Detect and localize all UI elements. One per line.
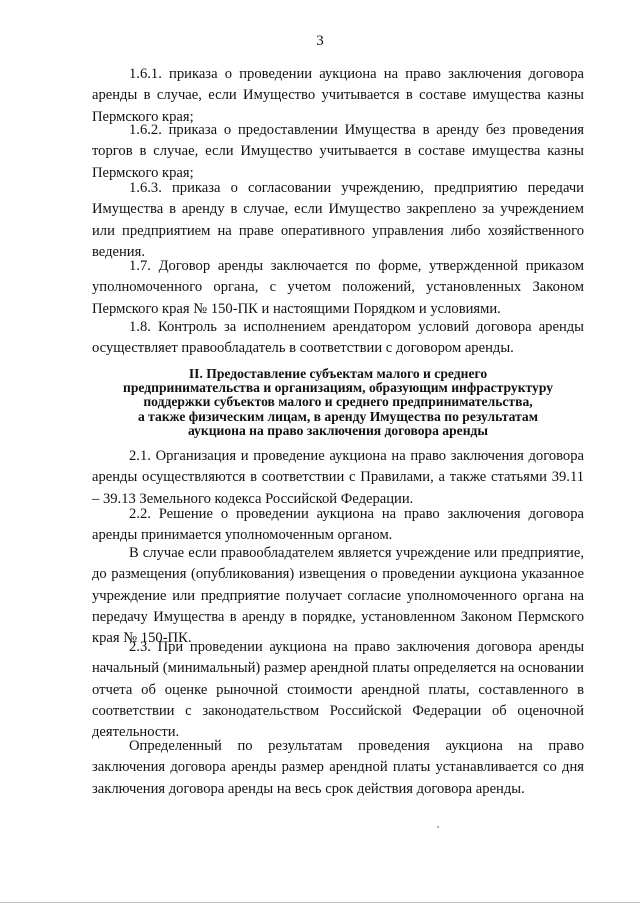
section-heading-line: предпринимательства и организациям, образующим инфраструктуру <box>122 380 554 396</box>
paragraph-1-6-3: 1.6.3. приказа о согласовании учреждению, предприятию передачи Имущества в аренду в случае, если Имущество закреплено за учреждением или предприятием на праве оперативного управления либо хозяйственного ведения. <box>92 180 584 260</box>
scan-speck <box>437 826 439 828</box>
section-heading <box>92 367 584 438</box>
paragraph-2-3: 2.3. При проведении аукциона на право заключения договора аренды начальный (минимальный) размер арендной платы определяется на основании отчета об оценке рыночной стоимости арендной платы, составленного в соответствии с законодательством Российской Федерации об оценочной деятельности. <box>92 639 584 741</box>
paragraph-2-3-continued: Определенный по результатам проведения аукциона на право заключения договора аренды размер арендной платы устанавливается со дня заключения договора аренды на весь срок действия договора аренды. <box>92 738 584 797</box>
paragraph-1-7: 1.7. Договор аренды заключается по форме, утвержденной приказом уполномоченного органа, с учетом положений, установленных Законом Пермского края № 150-ПК и настоящими Порядком и условиями. <box>92 258 584 317</box>
scan-edge-line <box>0 902 640 903</box>
section-heading-line: аукциона на право заключения договора аренды <box>187 422 489 438</box>
paragraph-2-2-continued: В случае если правообладателем является учреждение или предприятие, до размещения (опубликования) извещения о проведении аукциона указанное учреждение или предприятие получает согласие уполномоченного органа на передачу Имущества в аренду в порядке, установленном Законом Пермского края № 150-ПК. <box>92 545 584 647</box>
section-heading-line: II. Предоставление субъектам малого и среднего <box>188 366 488 381</box>
section-heading-line: а также физическим лицам, в аренду Имущества по результатам <box>137 408 538 424</box>
paragraph-1-8: 1.8. Контроль за исполнением арендатором условий договора аренды осуществляет правообладатель в соответствии с договором аренды. <box>92 319 584 357</box>
paragraph-1-6-1: 1.6.1. приказа о проведении аукциона на право заключения договора аренды в случае, если Имущество учитывается в составе имущества казны Пермского края; <box>92 66 584 125</box>
paragraph-1-6-2: 1.6.2. приказа о предоставлении Имущества в аренду без проведения торгов в случае, если Имущество учитывается в составе имущества казны Пермского края; <box>92 122 584 181</box>
paragraph-2-2: 2.2. Решение о проведении аукциона на право заключения договора аренды принимается уполномоченным органом. <box>92 506 584 544</box>
paragraph-2-1: 2.1. Организация и проведение аукциона на право заключения договора аренды осуществляются в соответствии с Правилами, а также статьями 39.11 – 39.13 Земельного кодекса Российской Федерации. <box>92 448 584 507</box>
page-number: 3 <box>316 33 324 49</box>
section-heading-line: поддержки субъектов малого и среднего предпринимательства, <box>143 394 533 410</box>
